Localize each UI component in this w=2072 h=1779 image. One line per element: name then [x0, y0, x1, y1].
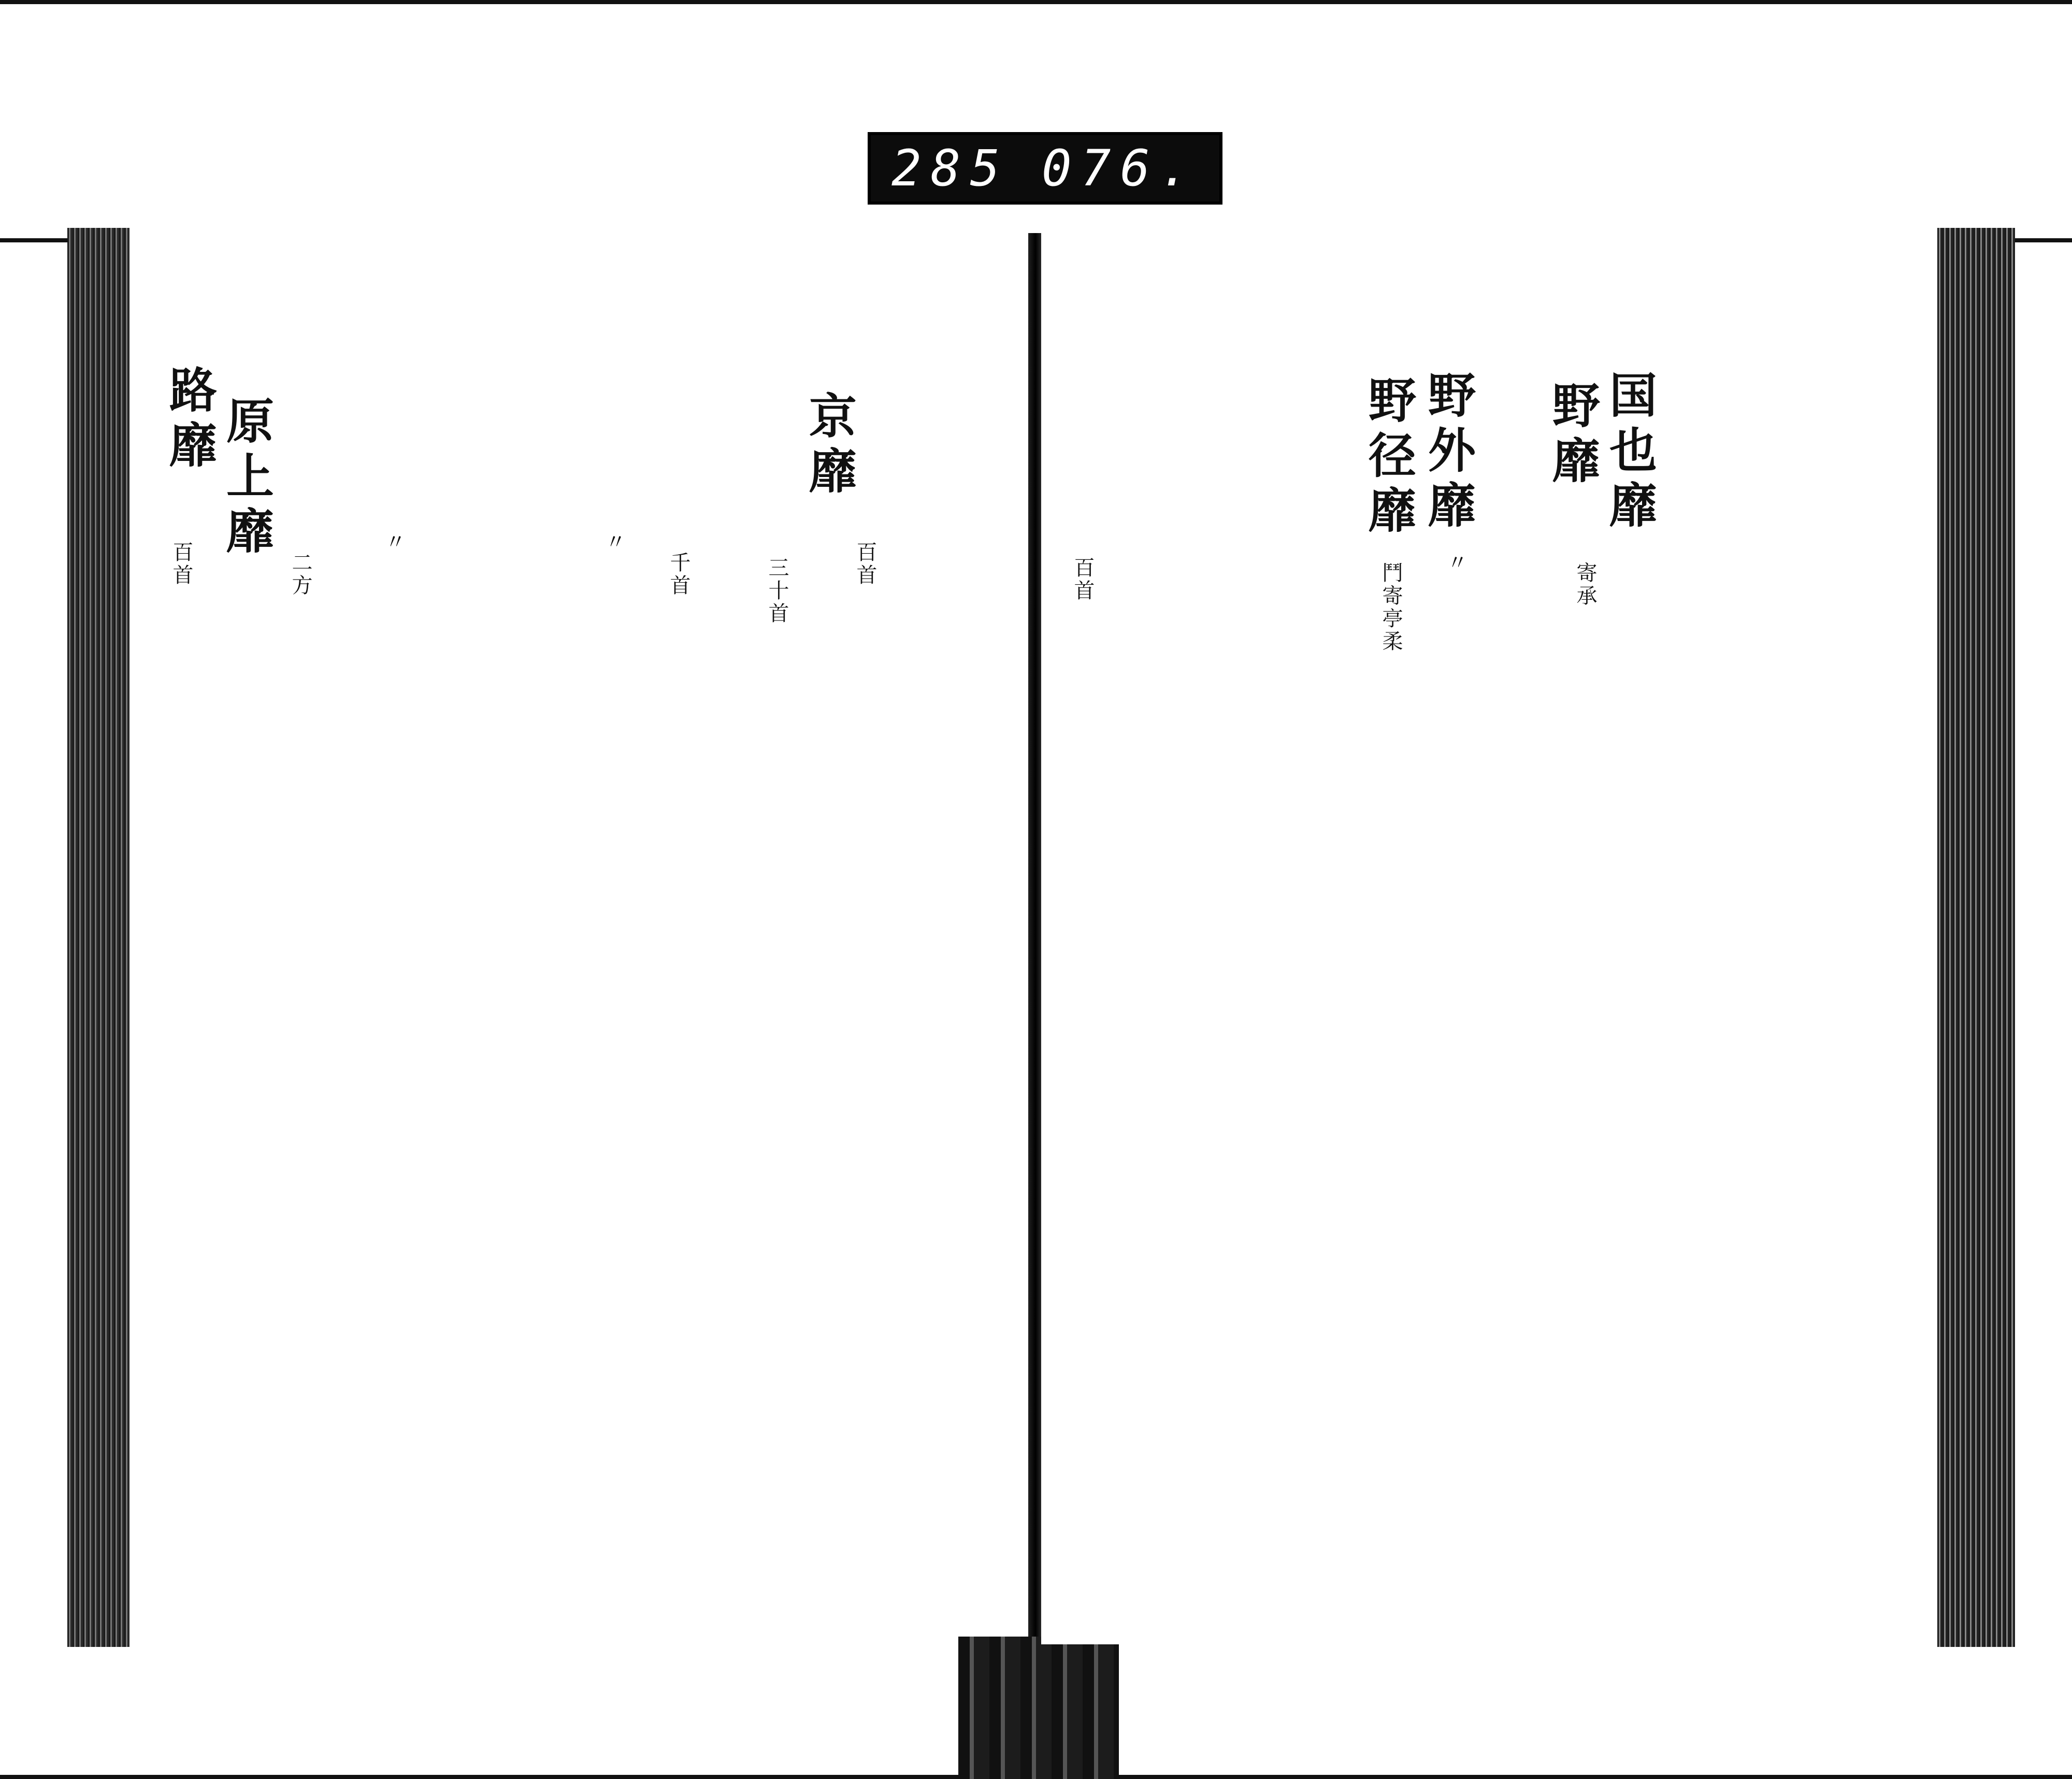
left-note-5: 〃 [382, 531, 406, 554]
book-cover-right [2015, 238, 2072, 1641]
left-note-7: 百首 [169, 541, 193, 587]
right-note-2: 〃 [1444, 552, 1467, 574]
right-heading-yakei: 野径靡 [1361, 375, 1417, 540]
page-stack-right [1937, 228, 2015, 1647]
left-note-4: 〃 [602, 531, 626, 554]
left-note-3: 千首 [667, 552, 690, 597]
reel-number: 285 [891, 139, 1010, 197]
left-note-6: 二方 [289, 552, 312, 597]
microfilm-frame-label [868, 132, 1222, 205]
right-page [1041, 230, 1937, 1644]
left-heading-genjo: 原上靡 [219, 396, 275, 561]
right-heading-yagai: 野外靡 [1420, 370, 1476, 535]
frame-number: 076. [1041, 139, 1199, 197]
page-stack-left [67, 228, 130, 1647]
book-cover-left [0, 238, 73, 1641]
right-top-note: 百首 [1071, 557, 1095, 602]
gutter-shadow [958, 1637, 1119, 1779]
left-note-1: 百首 [853, 541, 877, 587]
right-note-1: 寄承 [1573, 562, 1597, 608]
top-film-edge [0, 0, 2072, 4]
right-note-3: 鬥寄亭柔 [1379, 562, 1403, 653]
left-note-2: 三十首 [765, 557, 789, 625]
left-heading-michi: 路靡 [162, 365, 218, 475]
book-gutter [1028, 233, 1043, 1678]
right-heading-no: 野靡 [1545, 381, 1601, 490]
left-page [130, 230, 1033, 1644]
left-heading-kyo: 京靡 [801, 391, 857, 501]
right-heading-kokuya: 国也靡 [1602, 370, 1658, 535]
